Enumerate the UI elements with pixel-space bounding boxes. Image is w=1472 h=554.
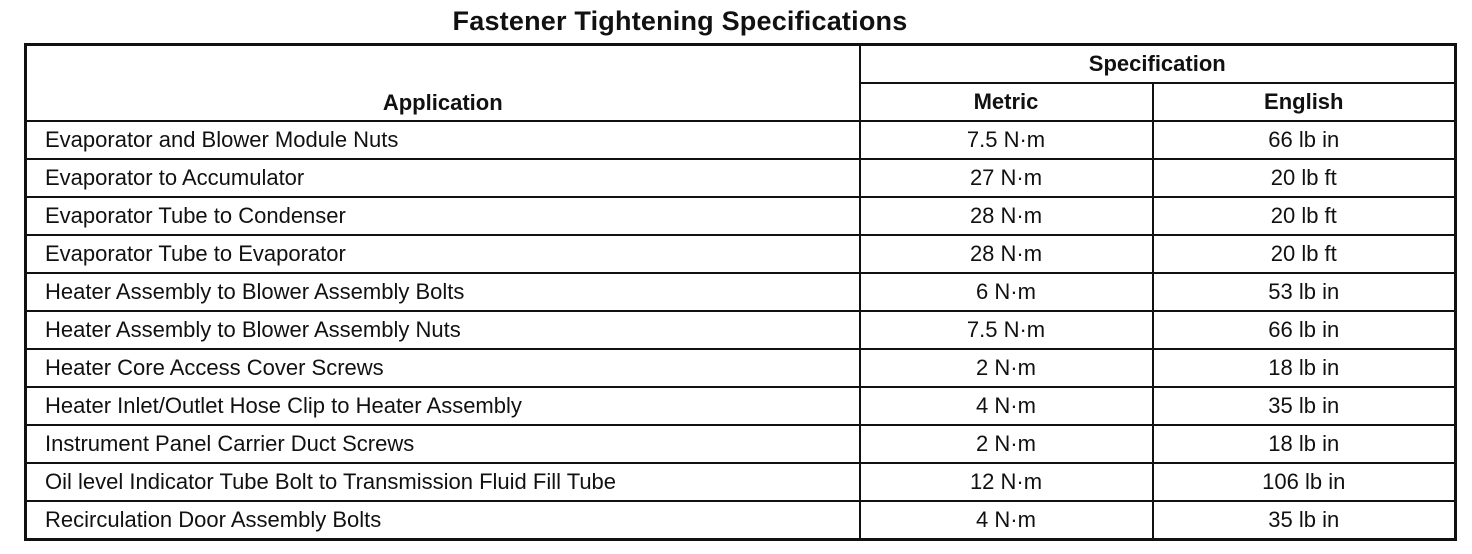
table-row bbox=[26, 273, 1456, 311]
metric-cell: 4 N·m bbox=[860, 501, 1153, 540]
table-row bbox=[26, 197, 1456, 235]
table-row bbox=[26, 311, 1456, 349]
english-cell: 35 lb in bbox=[1153, 387, 1456, 425]
english-cell: 18 lb in bbox=[1153, 349, 1456, 387]
metric-cell: 28 N·m bbox=[860, 235, 1153, 273]
table-header bbox=[26, 45, 1456, 122]
metric-cell: 2 N·m bbox=[860, 425, 1153, 463]
table-row bbox=[26, 121, 1456, 159]
table-row bbox=[26, 501, 1456, 540]
table-body bbox=[26, 121, 1456, 540]
metric-cell: 12 N·m bbox=[860, 463, 1153, 501]
application-cell: Oil level Indicator Tube Bolt to Transmission Fluid Fill Tube bbox=[26, 463, 860, 501]
table-row bbox=[26, 425, 1456, 463]
table-row bbox=[26, 387, 1456, 425]
application-cell: Recirculation Door Assembly Bolts bbox=[26, 501, 860, 540]
application-cell: Heater Assembly to Blower Assembly Nuts bbox=[26, 311, 860, 349]
metric-cell: 4 N·m bbox=[860, 387, 1153, 425]
english-cell: 20 lb ft bbox=[1153, 197, 1456, 235]
application-cell: Evaporator Tube to Evaporator bbox=[26, 235, 860, 273]
application-column-header: Application bbox=[26, 45, 860, 122]
metric-cell: 2 N·m bbox=[860, 349, 1153, 387]
english-cell: 53 lb in bbox=[1153, 273, 1456, 311]
metric-column-header: Metric bbox=[860, 83, 1153, 121]
english-cell: 106 lb in bbox=[1153, 463, 1456, 501]
table-row bbox=[26, 349, 1456, 387]
metric-cell: 7.5 N·m bbox=[860, 121, 1153, 159]
application-cell: Evaporator to Accumulator bbox=[26, 159, 860, 197]
specifications-table bbox=[24, 43, 1457, 541]
table-row bbox=[26, 463, 1456, 501]
metric-cell: 7.5 N·m bbox=[860, 311, 1153, 349]
english-cell: 35 lb in bbox=[1153, 501, 1456, 540]
specification-column-header: Specification bbox=[860, 45, 1456, 84]
table-row bbox=[26, 235, 1456, 273]
english-cell: 66 lb in bbox=[1153, 121, 1456, 159]
metric-cell: 28 N·m bbox=[860, 197, 1153, 235]
english-column-header: English bbox=[1153, 83, 1456, 121]
application-cell: Heater Core Access Cover Screws bbox=[26, 349, 860, 387]
page-title: Fastener Tightening Specifications bbox=[452, 6, 908, 36]
english-cell: 18 lb in bbox=[1153, 425, 1456, 463]
metric-cell: 27 N·m bbox=[860, 159, 1153, 197]
application-cell: Evaporator Tube to Condenser bbox=[26, 197, 860, 235]
english-cell: 20 lb ft bbox=[1153, 159, 1456, 197]
metric-cell: 6 N·m bbox=[860, 273, 1153, 311]
application-cell: Heater Inlet/Outlet Hose Clip to Heater Assembly bbox=[26, 387, 860, 425]
english-cell: 66 lb in bbox=[1153, 311, 1456, 349]
english-cell: 20 lb ft bbox=[1153, 235, 1456, 273]
application-cell: Evaporator and Blower Module Nuts bbox=[26, 121, 860, 159]
table-row bbox=[26, 159, 1456, 197]
application-cell: Heater Assembly to Blower Assembly Bolts bbox=[26, 273, 860, 311]
header-row-top bbox=[26, 45, 1456, 84]
application-cell: Instrument Panel Carrier Duct Screws bbox=[26, 425, 860, 463]
